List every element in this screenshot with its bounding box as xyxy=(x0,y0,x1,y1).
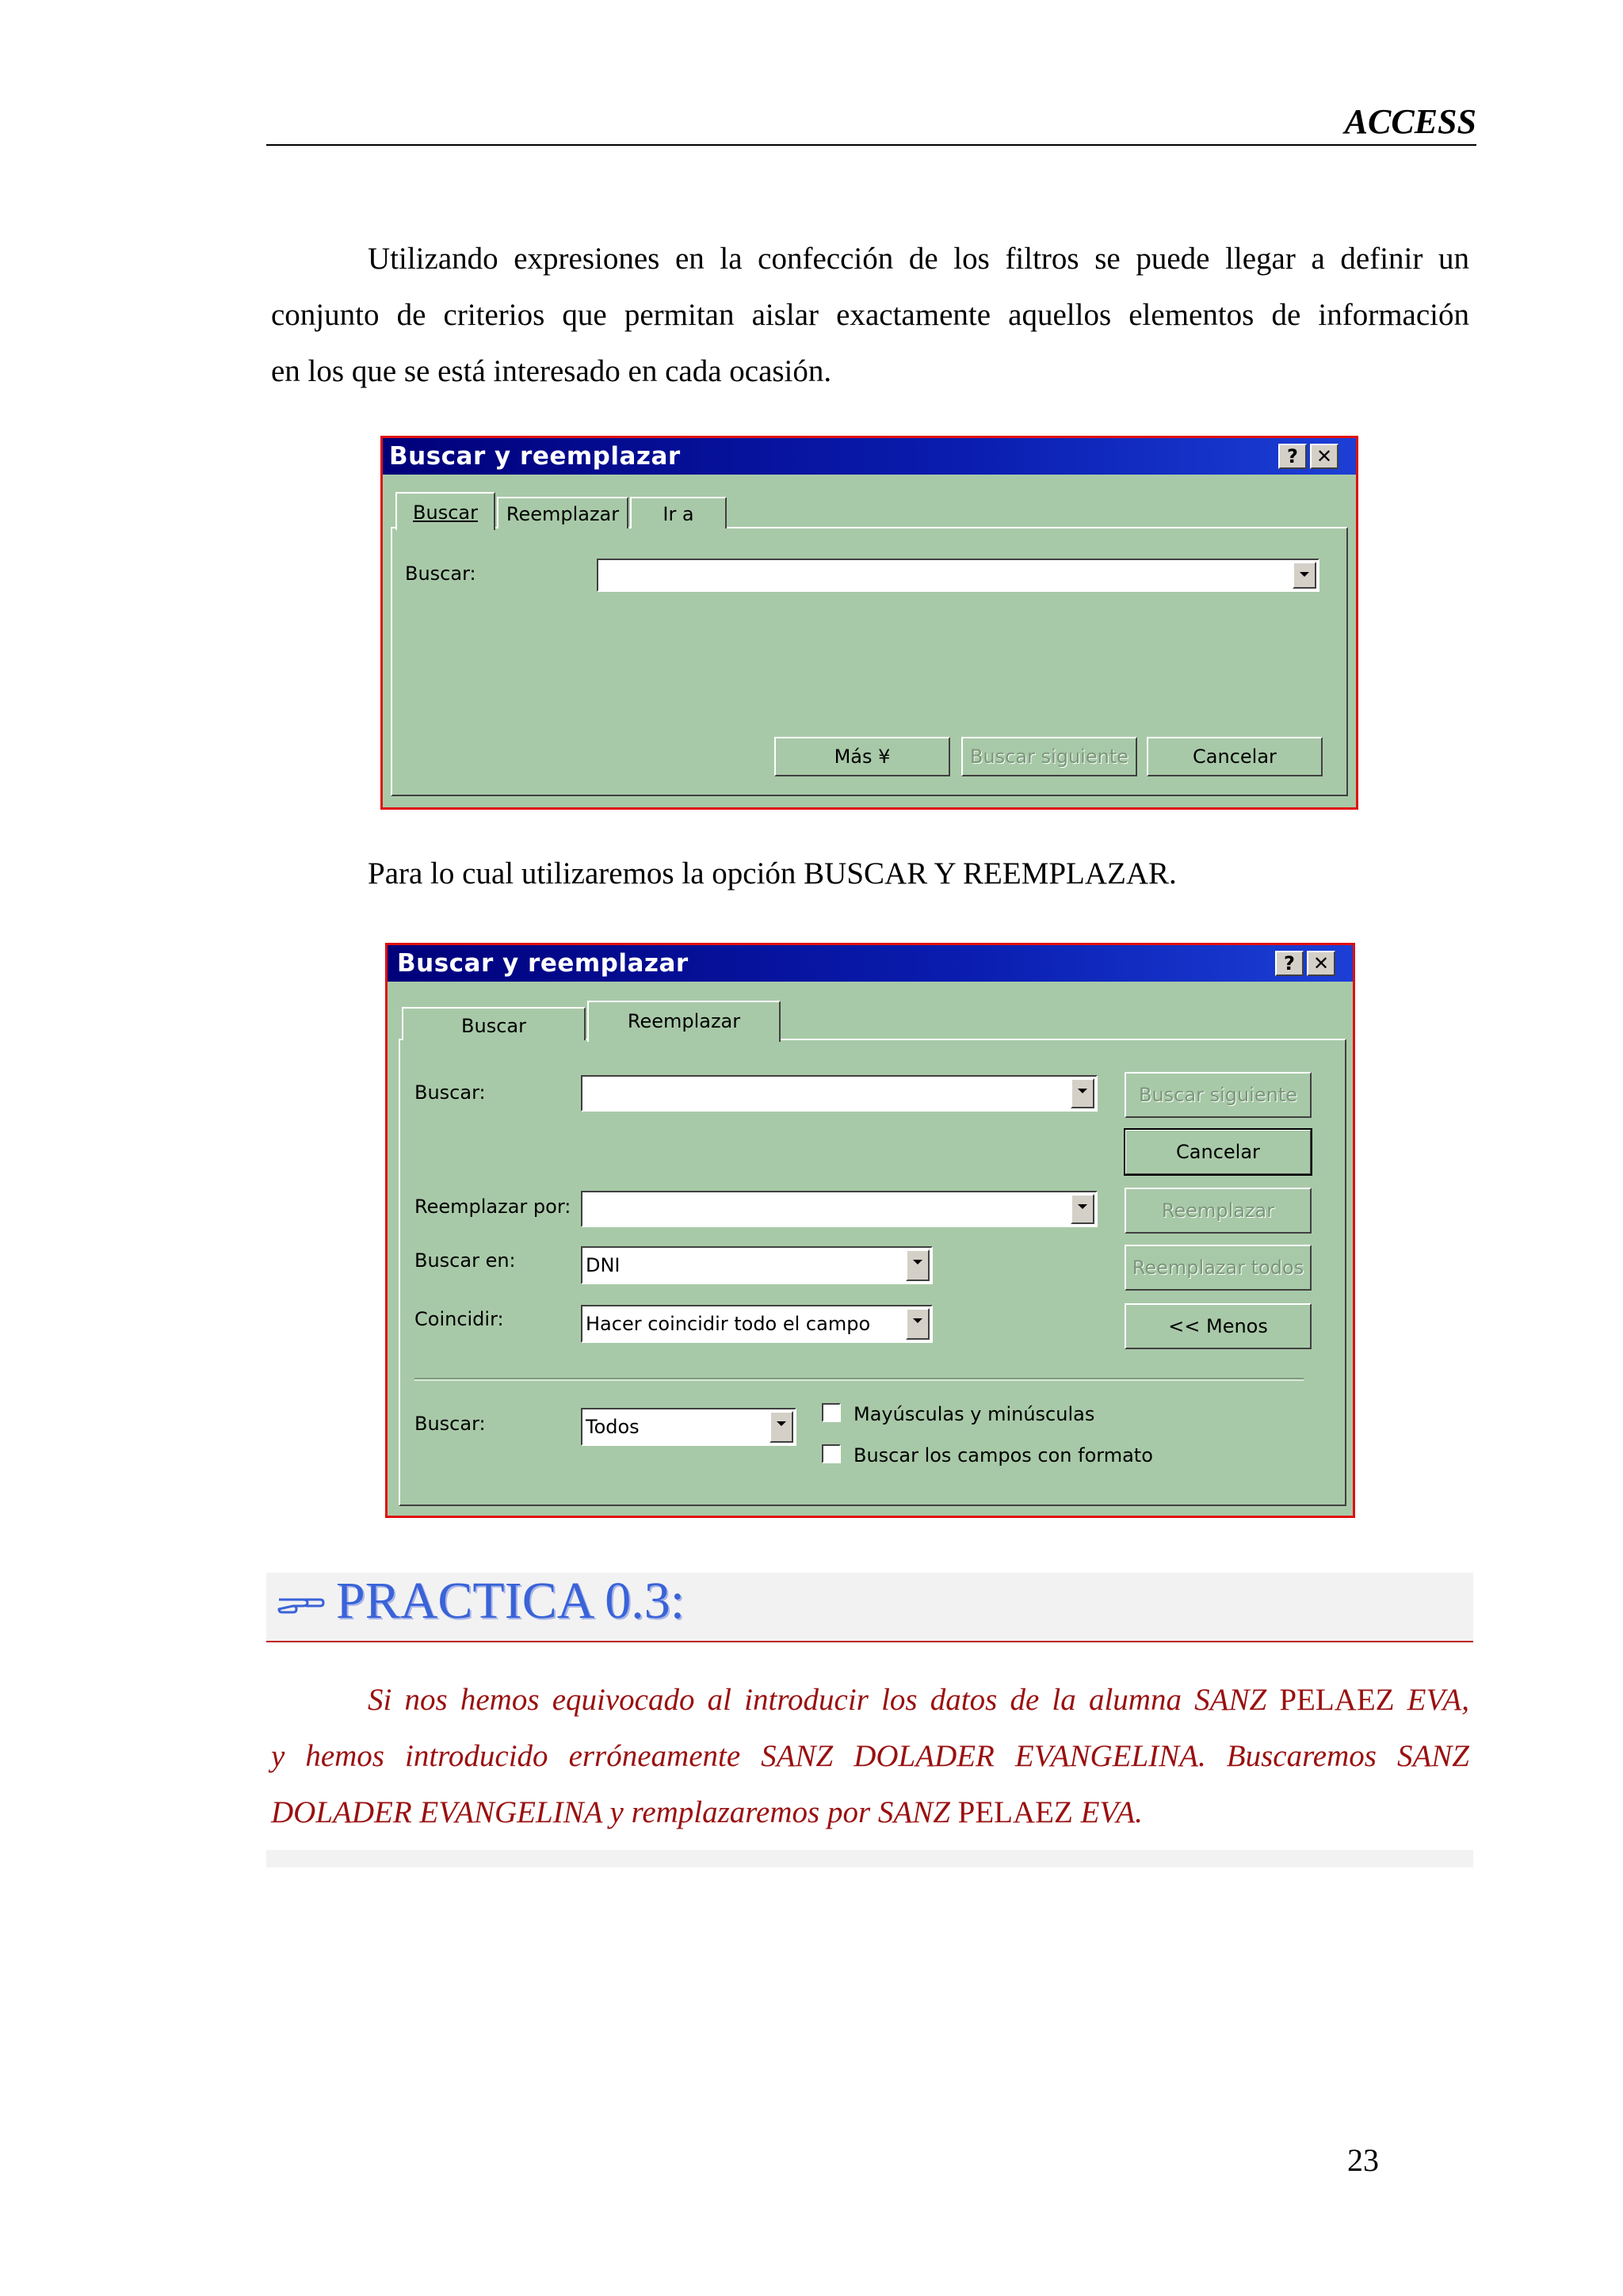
find-combobox[interactable] xyxy=(597,559,1319,592)
intro-line-1: Utilizando expresiones en la confección de los filtros se puede llegar a definir un xyxy=(368,242,1469,276)
page-number: 23 xyxy=(1347,2142,1379,2178)
practica-rule xyxy=(266,1641,1473,1642)
tab-reemplazar[interactable]: Reemplazar xyxy=(497,497,628,528)
help-button[interactable]: ? xyxy=(1278,444,1307,469)
match-case-label: Mayúsculas y minúsculas xyxy=(854,1403,1095,1425)
look-in-label: Buscar en: xyxy=(414,1249,516,1272)
chevron-down-icon[interactable] xyxy=(906,1249,930,1281)
close-icon: ✕ xyxy=(1312,952,1330,974)
search-formatted-checkbox[interactable] xyxy=(822,1444,841,1463)
cancel-button[interactable]: Cancelar xyxy=(1147,737,1323,776)
dialog-title: Buscar y reemplazar xyxy=(397,949,689,978)
close-button[interactable] xyxy=(1310,444,1338,469)
dialog-title-bar xyxy=(388,945,1353,982)
practica-bottom-band xyxy=(266,1850,1473,1867)
replace-all-button[interactable]: Reemplazar todos xyxy=(1125,1245,1312,1291)
find-label: Buscar: xyxy=(414,1081,486,1104)
dialog-title: Buscar y reemplazar xyxy=(389,442,681,471)
chevron-down-icon[interactable] xyxy=(1071,1194,1094,1224)
find-replace-dialog-find-tab xyxy=(380,436,1358,810)
close-button[interactable] xyxy=(1307,951,1335,976)
cancel-button[interactable]: Cancelar xyxy=(1125,1129,1312,1175)
middle-sentence: Para lo cual utilizaremos la opción BUSCAR Y REEMPLAZAR. xyxy=(368,856,1177,891)
intro-line-2: conjunto de criterios que permitan aislar exactamente aquellos elementos de información xyxy=(271,298,1469,332)
dialog-title-bar xyxy=(383,438,1356,475)
find-next-button[interactable]: Buscar siguiente xyxy=(1125,1072,1312,1118)
practica-line-2: y hemos introducido erróneamente SANZ DOLADER EVANGELINA. Buscaremos SANZ xyxy=(271,1739,1469,1773)
tab-ir-a[interactable]: Ir a xyxy=(630,497,727,528)
replace-combobox[interactable] xyxy=(581,1191,1098,1227)
chevron-down-icon[interactable] xyxy=(1071,1078,1094,1108)
practica-paragraph xyxy=(271,1672,1469,1840)
match-label: Coincidir: xyxy=(414,1308,504,1330)
separator xyxy=(414,1378,1304,1381)
running-title: ACCESS xyxy=(1344,102,1476,141)
chevron-down-icon[interactable] xyxy=(1293,562,1316,589)
replace-button[interactable]: Reemplazar xyxy=(1125,1188,1312,1234)
match-select[interactable]: Hacer coincidir todo el campo xyxy=(581,1305,933,1343)
less-button[interactable]: << Menos xyxy=(1125,1303,1312,1349)
search-direction-select[interactable]: Todos xyxy=(581,1408,796,1446)
practica-line-1: Si nos hemos equivocado al introducir los datos de la alumna SANZ PELAEZ EVA, xyxy=(368,1683,1470,1717)
practica-title: PRACTICA 0.3: xyxy=(336,1572,685,1630)
find-combobox[interactable] xyxy=(581,1075,1098,1112)
match-case-checkbox[interactable] xyxy=(822,1403,841,1422)
tab-buscar[interactable]: Buscar xyxy=(395,492,495,530)
intro-paragraph xyxy=(271,231,1469,399)
intro-line-3: en los que se está interesado en cada ocasión. xyxy=(271,354,832,388)
chevron-down-icon[interactable] xyxy=(906,1308,930,1340)
help-button[interactable]: ? xyxy=(1275,951,1304,976)
tab-reemplazar[interactable]: Reemplazar xyxy=(587,1001,781,1042)
practica-line-3: DOLADER EVANGELINA y remplazaremos por SANZ PELAEZ EVA. xyxy=(271,1795,1143,1829)
chevron-down-icon[interactable] xyxy=(769,1411,793,1443)
search-direction-label: Buscar: xyxy=(414,1413,486,1435)
tab-buscar[interactable]: Buscar xyxy=(402,1007,586,1040)
more-button[interactable]: Más ¥ xyxy=(774,737,950,776)
search-formatted-label: Buscar los campos con formato xyxy=(854,1444,1153,1466)
look-in-select[interactable]: DNI xyxy=(581,1246,933,1284)
find-next-button[interactable]: Buscar siguiente xyxy=(961,737,1137,776)
replace-label: Reemplazar por: xyxy=(414,1196,571,1218)
find-label: Buscar: xyxy=(405,563,476,585)
pointing-hand-icon xyxy=(276,1589,325,1617)
header-rule xyxy=(266,144,1476,146)
close-icon: ✕ xyxy=(1316,445,1333,467)
find-replace-dialog-replace-tab xyxy=(385,943,1355,1518)
